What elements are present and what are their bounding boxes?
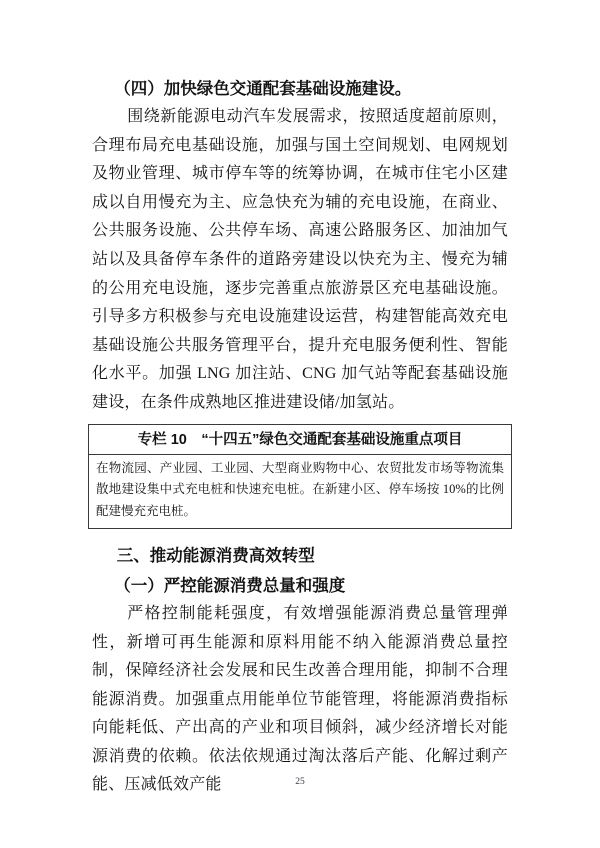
paragraph-charging-infrastructure: 围绕新能源电动汽车发展需求，按照适度超前原则，合理布局充电基础设施，加强与国土空间规划、电网规划及物业管理、城市停车等的统筹协调，在城市住宅小区建成以自用慢充为主、应急快充为辅的充电设施，在商业、公共服务设施、公共停车场、高速公路服务区、加油加气站以及具备停车条件的道路旁建设以快充为主、慢充为辅的公用充电设施，逐步完善重点旅游景区充电基础设施。引导多方积极参与充电设施建设运营，构建智能高效充电基础设施公共服务管理平台，提升充电服务便利性、智能化水平。加强 LNG 加注站、CNG 加气站等配套基础设施建设，在条件成熟地区推进建设储/加氢站。 <box>92 108 508 411</box>
heading-section-4-green-transport-infrastructure: （四）加快绿色交通配套基础设施建设。 <box>114 79 412 98</box>
paragraph-energy-consumption-control: 严格控制能耗强度，有效增强能源消费总量管理弹性，新增可再生能源和原料用能不纳入能源消费总量控制，保障经济社会发展和民生改善合理用能，抑制不合理能源消费。加强重点用能单位节能管理，将能源消费指标向能耗低、产出高的产业和项目倾斜，减少经济增长对能源消费的依赖。依法依规通过淘汰落后产能、化解过剩产能、压减低效产能 <box>92 604 508 794</box>
column-box-10-title: 专栏 10 “十四五”绿色交通配套基础设施重点项目 <box>89 425 511 455</box>
page-number: 25 <box>295 777 305 787</box>
document-content <box>92 74 508 800</box>
column-box-10-body: 在物流园、产业园、工业园、大型商业购物中心、农贸批发市场等物流集散地建设集中式充电桩和快速充电桩。在新建小区、停车场按 10%的比例配建慢充充电桩。 <box>96 460 504 519</box>
heading-subsection-1-control-energy-consumption: （一）严控能源消费总量和强度 <box>114 575 346 595</box>
heading-section-3-energy-consumption-transition: 三、推动能源消费高效转型 <box>116 546 315 565</box>
column-box-10 <box>88 424 512 529</box>
